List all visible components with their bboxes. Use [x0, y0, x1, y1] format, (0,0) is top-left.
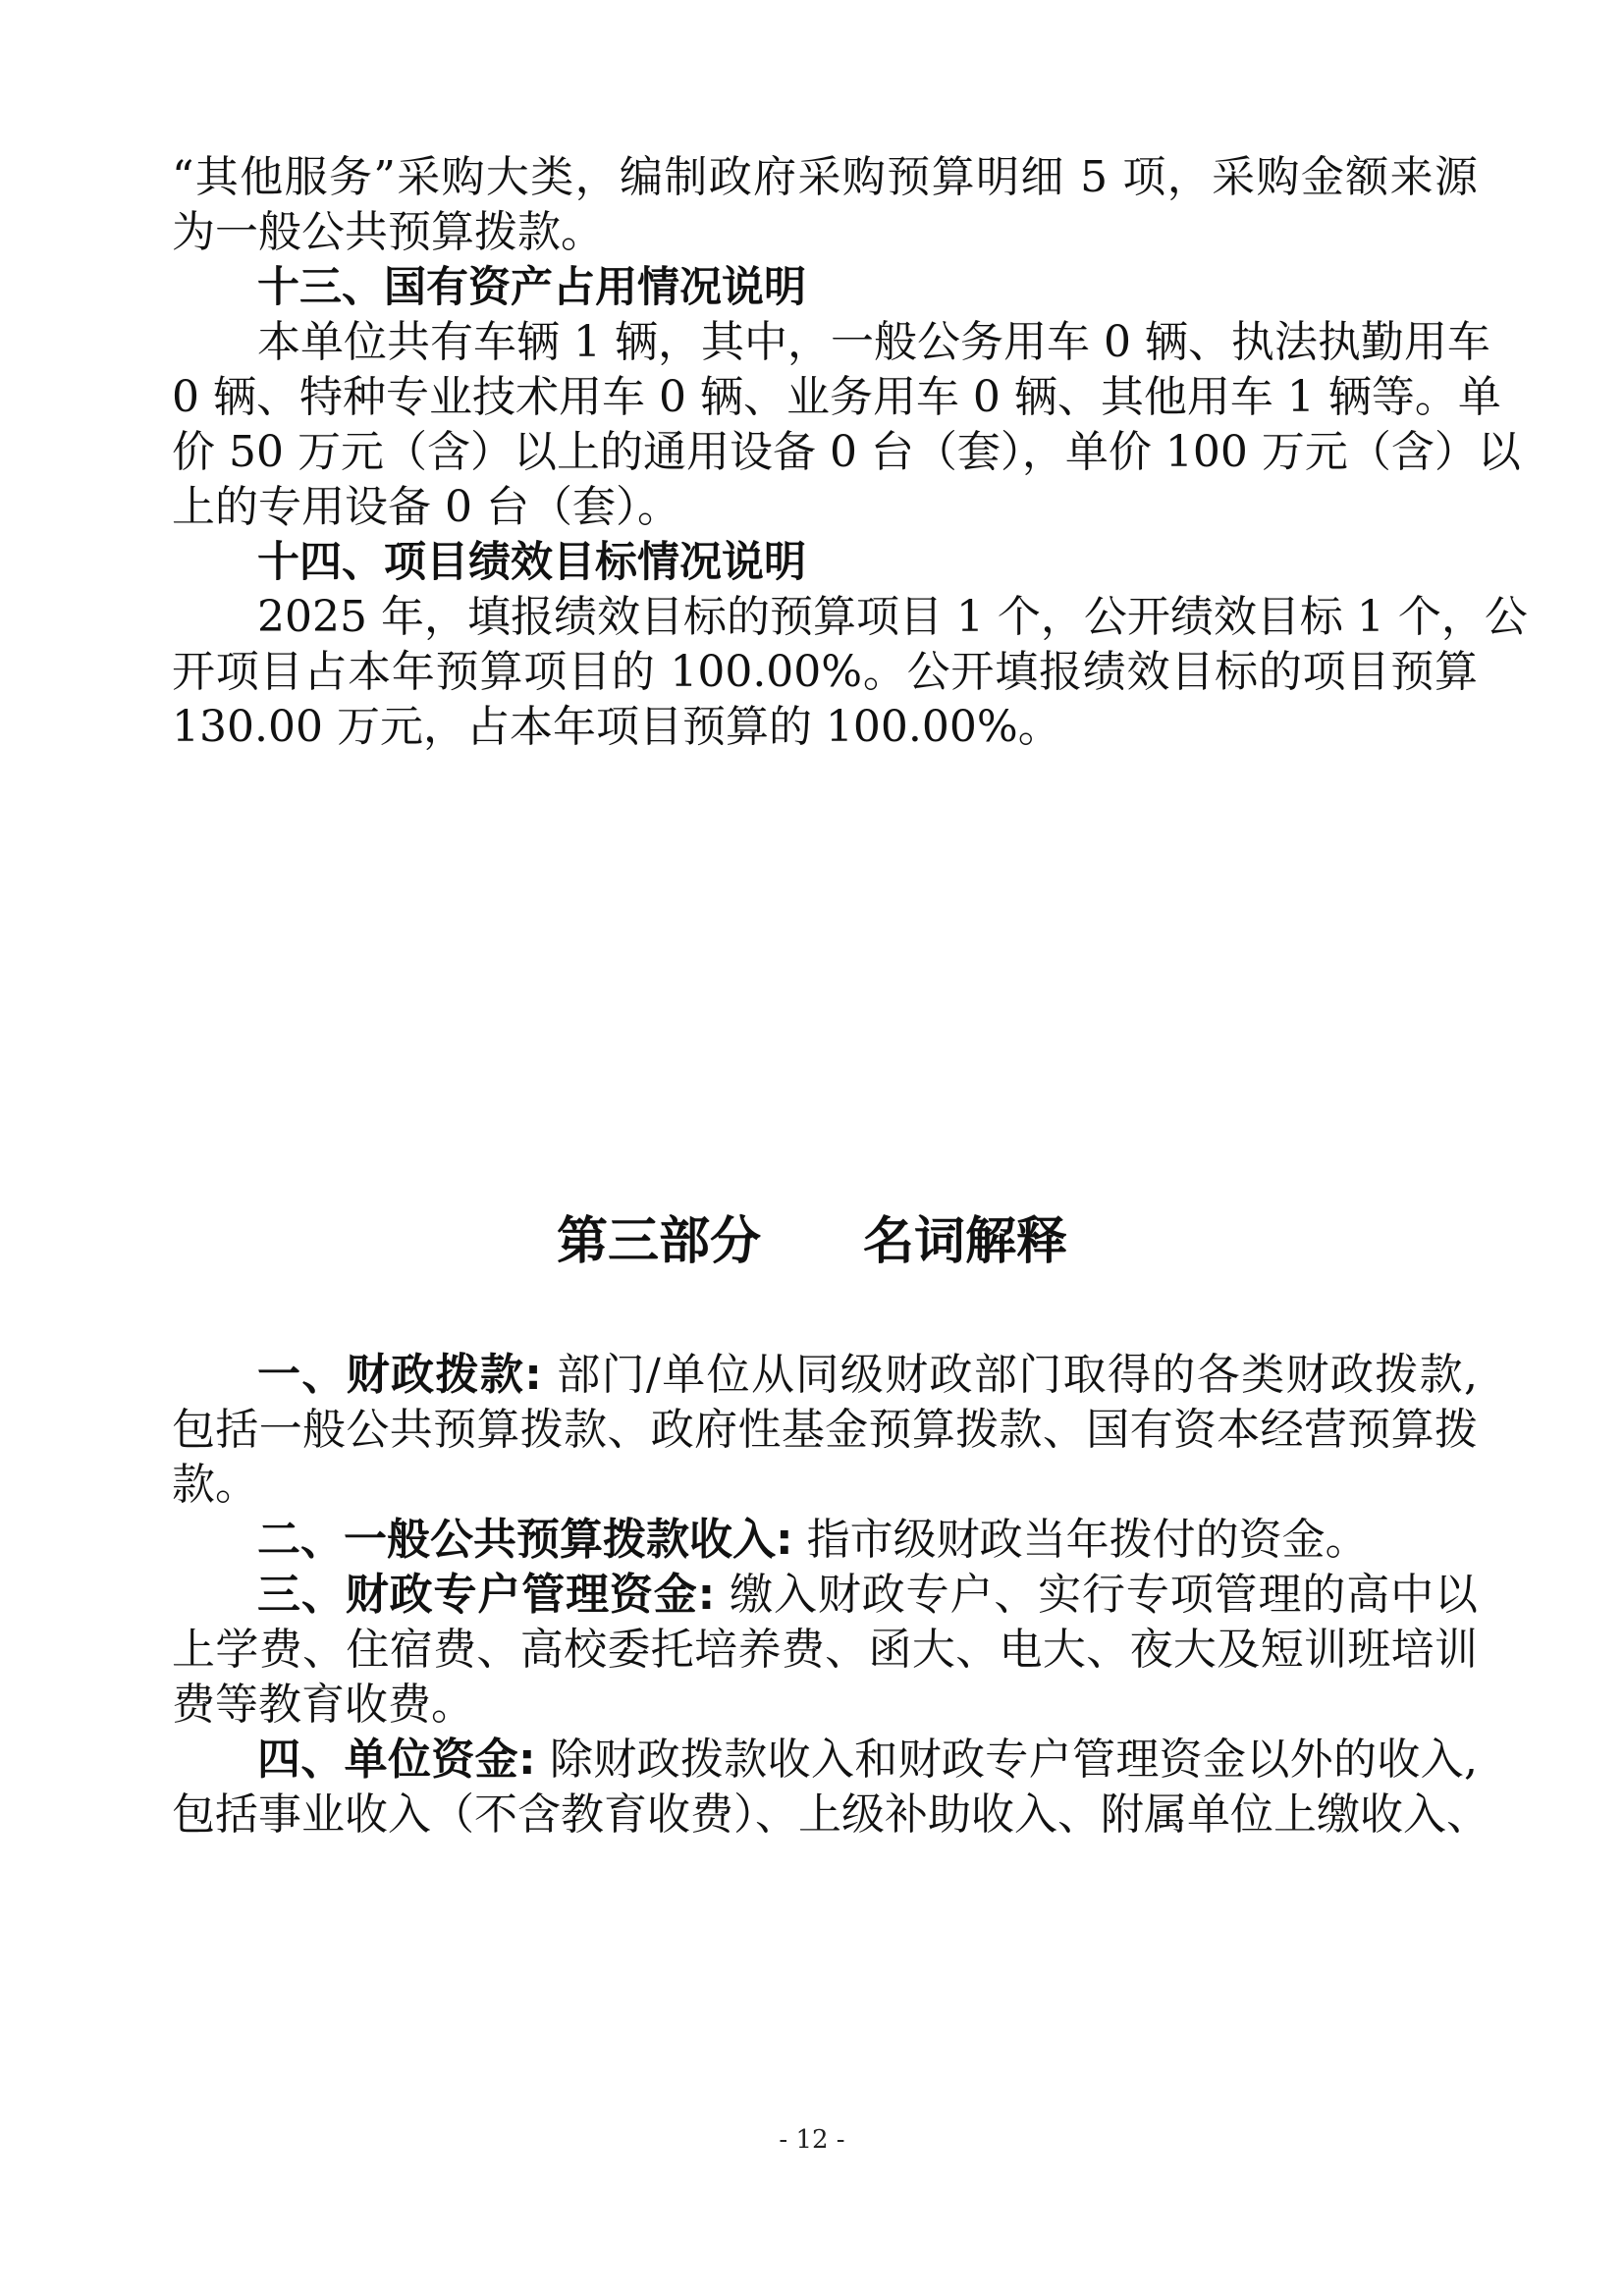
section-heading: 十四、项目绩效目标情况说明 — [257, 538, 806, 587]
paragraph-line: “其他服务”采购大类，编制政府采购预算明细 5 项，采购金额来源 — [172, 152, 1478, 202]
term-label: 三、财政专户管理资金: — [257, 1570, 716, 1620]
paragraph-line: 130.00 万元，占本年项目预算的 100.00%。 — [172, 702, 1061, 752]
paragraph-line: 包括一般公共预算拨款、政府性基金预算拨款、国有资本经营预算拨 — [172, 1405, 1478, 1455]
paragraph-line: 上的专用设备 0 台（套）。 — [172, 482, 680, 532]
term-line — [257, 1733, 1478, 1788]
paragraph-line: 包括事业收入（不含教育收费）、上级补助收入、附属单位上缴收入、 — [172, 1789, 1489, 1840]
term-definition: 指市级财政当年拨付的资金。 — [792, 1515, 1369, 1565]
paragraph-line: 2025 年，填报绩效目标的预算项目 1 个，公开绩效目标 1 个，公 — [257, 592, 1528, 642]
part-title: 第三部分 名词解释 — [556, 1212, 1067, 1271]
paragraph-line: 本单位共有车辆 1 辆，其中，一般公务用车 0 辆、执法执勤用车 — [257, 317, 1490, 367]
term-label: 四、单位资金: — [257, 1735, 536, 1785]
term-line — [257, 1348, 1478, 1403]
term-label: 二、一般公共预算拨款收入: — [257, 1515, 793, 1565]
term-definition: 除财政拨款收入和财政专户管理资金以外的收入, — [535, 1735, 1478, 1785]
term-definition: 缴入财政专户、实行专项管理的高中以 — [715, 1570, 1478, 1620]
term-line — [257, 1513, 1369, 1568]
term-label: 一、财政拨款: — [257, 1350, 542, 1400]
term-line — [257, 1568, 1478, 1623]
page-number: - 12 - — [779, 2125, 845, 2155]
paragraph-line: 上学费、住宿费、高校委托培养费、函大、电大、夜大及短训班培训 — [172, 1625, 1478, 1675]
paragraph-line: 费等教育收费。 — [172, 1680, 474, 1730]
paragraph-line: 开项目占本年预算项目的 100.00%。公开填报绩效目标的项目预算 — [172, 647, 1478, 697]
section-heading: 十三、国有资产占用情况说明 — [257, 263, 806, 312]
term-definition: 部门/单位从同级财政部门取得的各类财政拨款, — [541, 1350, 1478, 1400]
paragraph-line: 0 辆、特种专业技术用车 0 辆、业务用车 0 辆、其他用车 1 辆等。单 — [172, 372, 1501, 422]
paragraph-line: 价 50 万元（含）以上的通用设备 0 台（套），单价 100 万元（含）以 — [172, 427, 1521, 477]
paragraph-line: 为一般公共预算拨款。 — [172, 207, 604, 257]
paragraph-line: 款。 — [172, 1460, 258, 1510]
